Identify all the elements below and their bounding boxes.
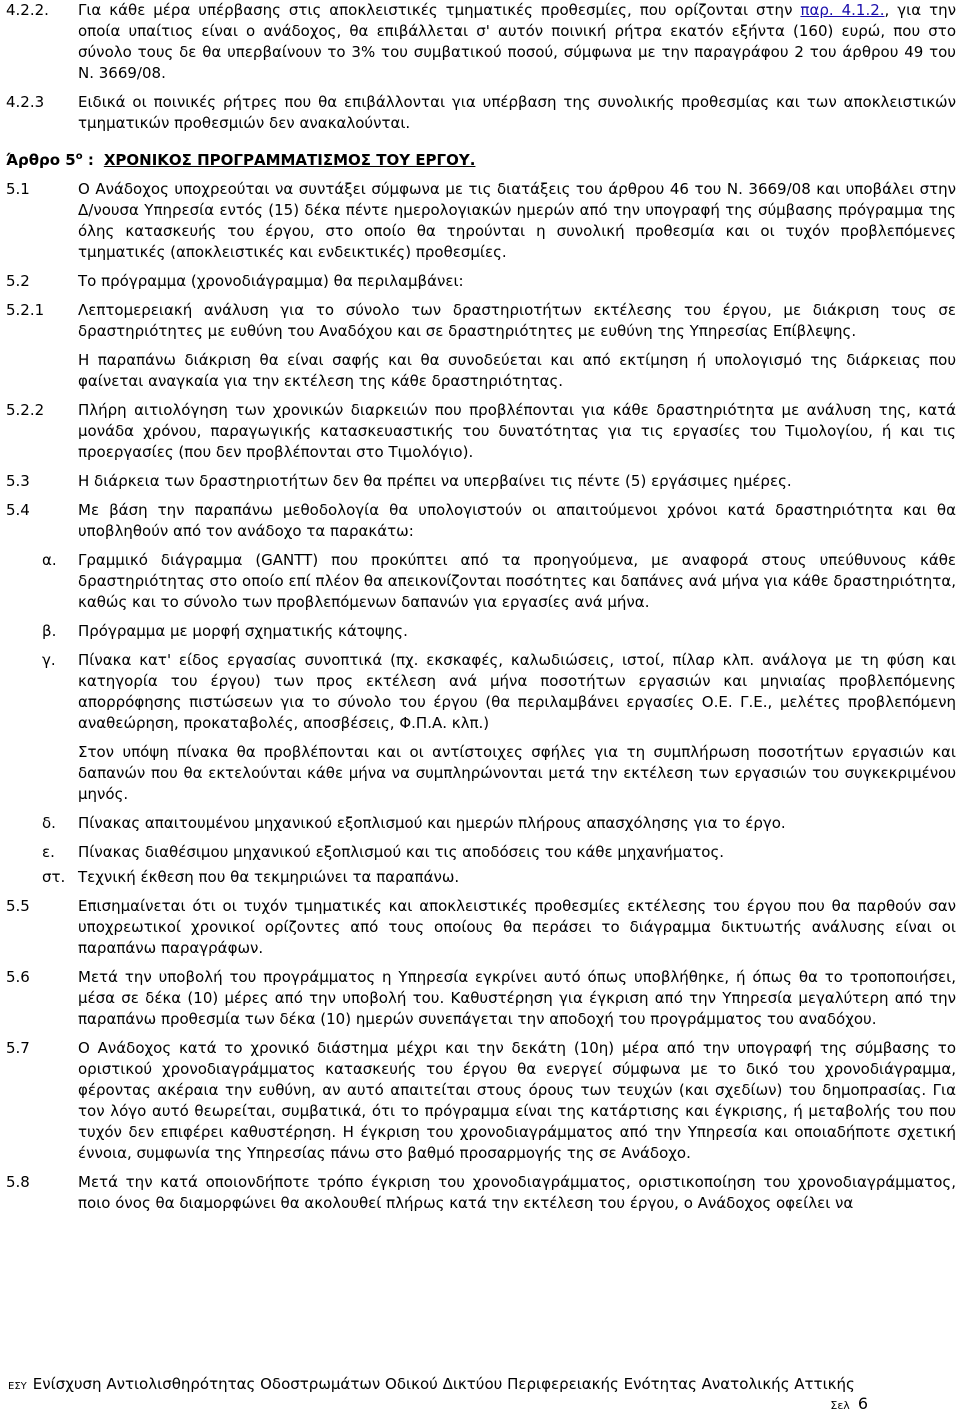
list-item-label: γ. — [42, 651, 56, 669]
footer-line — [0, 1374, 960, 1397]
paragraph-text: Η διάρκεια των δραστηριοτήτων δεν θα πρέπει να υπερβαίνει τις πέντε (5) εργάσιμες ημέρες. — [78, 472, 792, 490]
paragraph-number: 4.2.2. — [6, 1, 49, 19]
page-number-label: Σελ — [830, 1399, 850, 1412]
paragraph-text: Μετά την κατά οποιονδήποτε τρόπο έγκριση του χρονοδιαγράμματος, οριστικοποίηση του χρονοδιαγράμματος, ποιο όνος θα διαμορφώνει θα ακολουθεί πλήρως κατά την εκτέλεση του έργου, ο Ανάδοχος οφείλει να — [78, 1173, 956, 1212]
list-item-c — [6, 650, 958, 734]
paragraph-5-1 — [6, 179, 958, 263]
paragraph-5-3 — [6, 471, 958, 492]
footer-title: Ενίσχυση Αντιολισθηρότητας Οδοστρωμάτων Οδικού Δικτύου Περιφερειακής Ενότητας Ανατολικής Αττικής — [32, 1375, 855, 1393]
paragraph-5-8 — [6, 1172, 958, 1214]
paragraph-text-start: Για κάθε μέρα υπέρβασης στις αποκλειστικές τμηματικές προθεσμίες, που ορίζονται στην — [78, 1, 801, 19]
paragraph-text: Μετά την υποβολή του προγράμματος η Υπηρεσία εγκρίνει αυτό όπως υποβλήθηκε, ή όπως θα το τροποποιήσει, μέσα σε δέκα (10) μέρες από την υποβολή του. Καθυστέρηση για έγκριση από την Υπηρεσία μεγαλύτερη από την παραπάνω προθεσμία των δέκα (10) ημερών συνεπάγεται την αποδοχή του προγράμματος του αναδόχου. — [78, 968, 956, 1028]
paragraph-5-2 — [6, 271, 958, 292]
list-item-d — [6, 813, 958, 834]
list-item-text: Πίνακας διαθέσιμου μηχανικού εξοπλισμού και τις αποδόσεις του κάθε μηχανήματος. — [78, 843, 725, 861]
list-item-b — [6, 621, 958, 642]
paragraph-number: 5.7 — [6, 1039, 30, 1057]
footer-tag: ΕΣΥ — [8, 1381, 27, 1392]
article-heading — [6, 146, 958, 171]
list-item-text: Γραμμικό διάγραμμα (GANTT) που προκύπτει από τα προηγούμενα, με αναφορά στους υπεύθυνους κάθε δραστηριότητας στο οποίο επί πλέον θα απεικονίζονται ποσότητες και δαπάνες ανά μήνα για κάθε δραστηριότητα, καθώς και το σύνολο των προβλεπόμενων δαπανών για εργασίες ανά μήνα. — [78, 551, 956, 611]
list-item-label: β. — [42, 622, 57, 640]
article-label-colon: : — [82, 151, 94, 169]
list-item-st — [6, 867, 958, 888]
paragraph-number: 5.5 — [6, 897, 30, 915]
paragraph-text: Επισημαίνεται ότι οι τυχόν τμηματικές και αποκλειστικές προθεσμίες εκτέλεσης του έργου που θα παρθούν σαν υποχρεωτικοί χρονικοί ορίζοντες από τους οποίους θα περάσει το διάγραμμα δικτυωτής ανάλυσης είναι οι παραπάνω παραγράφων. — [78, 897, 956, 957]
paragraph-number: 5.8 — [6, 1173, 30, 1191]
list-item-label: α. — [42, 551, 57, 569]
list-item-text: Τεχνική έκθεση που θα τεκμηριώνει τα παραπάνω. — [78, 868, 460, 886]
paragraph-number: 5.2 — [6, 272, 30, 290]
list-item-text: Πίνακας απαιτουμένου μηχανικού εξοπλισμού και ημερών πλήρους απασχόλησης για το έργο. — [78, 814, 786, 832]
paragraph-number: 5.6 — [6, 968, 30, 986]
paragraph-5-7 — [6, 1038, 958, 1164]
paragraph-text: Ειδικά οι ποινικές ρήτρες που θα επιβάλλονται για υπέρβαση της συνολικής προθεσμίας και των αποκλειστικών τμηματικών προθεσμιών δεν ανακαλούνται. — [78, 93, 956, 132]
paragraph-text-end: , για την οποία υπαίτιος είναι ο ανάδοχος, θα επιβάλλεται σ' αυτόν ποινική ρήτρα εκατόν εξήντα (160) ευρώ, που στο σύνολο τους δε θα υπερβαίνουν το 3% του συμβατικού ποσού, σύμφωνα με την παραγράφου 2 του άρθρου 49 του Ν. 3669/08. — [78, 1, 956, 82]
paragraph-text — [78, 0, 956, 84]
paragraph-text: Πλήρη αιτιολόγηση των χρονικών διαρκειών που προβλέπονται για κάθε δραστηριότητα με ανάλυση της, κατά μονάδα χρόνου, παραγωγικής κατασκευαστικής του δυνατότητας για τις εργασίες του Τιμολογίου, ή και τις προεργασίες (που δεν προβλέπονται στο Τιμολόγιο). — [78, 401, 956, 461]
list-item-label: ε. — [42, 843, 55, 861]
paragraph-text: Ο Ανάδοχος κατά το χρονικό διάστημα μέχρι και την δεκάτη (10η) μέρα από την υπογραφή της σύμβασης το οριστικού χρονοδιαγράμματος κατασκευής του έργου θα ενεργεί σύμφωνα με το δικό του χρονοδιάγραμμα, φέροντας ακέραια την ευθύνη, αν αυτό απαιτείται στους όρους των τευχών (και σχεδίων) του δημοπρασίας. Για τον λόγο αυτό θεωρείται, συμβατικά, ότι το πρόγραμμα είναι της κατάρτισης και έγκρισης, ή μεταβολής του που τυχόν δεν επιφέρει καθυστέρηση. Η έγκριση του χρονοδιαγράμματος από την Υπηρεσία και οποιαδήποτε σχετική έννοια, συμφωνία της Υπηρεσίας πάνω στο βαθμό προσαρμογής της σε Ανάδοχο. — [78, 1039, 956, 1162]
paragraph-number: 5.2.1 — [6, 301, 45, 319]
paragraph-number: 5.3 — [6, 472, 30, 490]
paragraph-number: 5.4 — [6, 501, 30, 519]
article-label-sup: ο — [75, 151, 83, 162]
list-item-e — [6, 842, 958, 863]
paragraph-text: Με βάση την παραπάνω μεθοδολογία θα υπολογιστούν οι απαιτούμενοι χρόνοι κατά δραστηριότητα και θα υποβληθούν από τον ανάδοχο τα παρακάτω: — [78, 501, 956, 540]
page-number — [830, 1394, 868, 1413]
paragraph-text: Το πρόγραμμα (χρονοδιάγραμμα) θα περιλαμβάνει: — [78, 272, 464, 290]
list-item-c-extra: Στον υπόψη πίνακα θα προβλέπονται και οι αντίστοιχες σφήλες για τη συμπλήρωση ποσοτήτων εργασιών και δαπανών που θα εκτελούνται κάθε μήνα να συμπληρώνονται μετά την εκτέλεση των εργασιών του συγκεκριμένου μηνός. — [78, 743, 956, 803]
page-number-value: 6 — [857, 1394, 868, 1413]
paragraph-5-2-1-extra: Η παραπάνω διάκριση θα είναι σαφής και θα συνοδεύεται και από εκτίμηση ή υπολογισμό της διάρκειας που φαίνεται αναγκαία για την εκτέλεση της κάθε δραστηριότητας. — [78, 351, 956, 390]
page-footer — [0, 1374, 960, 1413]
paragraph-5-6 — [6, 967, 958, 1030]
paragraph-number: 5.1 — [6, 180, 30, 198]
paragraph-text: Λεπτομερειακή ανάλυση για το σύνολο των δραστηριοτήτων εκτέλεσης του έργου, με διάκριση τους σε δραστηριότητες με ευθύνη του Αναδόχου και σε δραστηριότητες με ευθύνη της Υπηρεσίας Επίβλεψης. — [78, 301, 956, 340]
paragraph-number: 5.2.2 — [6, 401, 45, 419]
list-item-label: στ. — [42, 868, 66, 886]
list-item-label: δ. — [42, 814, 56, 832]
article-label — [6, 146, 94, 171]
paragraph-text: Ο Ανάδοχος υποχρεούται να συντάξει σύμφωνα με τις διατάξεις του άρθρου 46 του Ν. 3669/08 και υποβάλει στην Δ/νουσα Υπηρεσία εντός (15) δέκα πέντε ημερολογιακών ημερών από την υπογραφή της σύμβασης πρόγραμμα της όλης κατασκευής του έργου, στο οποίο θα τηρούνται η συνολική προθεσμία και οι τυχόν προβλεπόμενες τμηματικές (αποκλειστικές και ενδεικτικές) προθεσμίες. — [78, 180, 956, 261]
reference-link[interactable]: παρ. 4.1.2. — [800, 1, 885, 19]
paragraph-5-2-2 — [6, 400, 958, 463]
paragraph-5-5 — [6, 896, 958, 959]
paragraph-5-2-1 — [6, 300, 958, 342]
paragraph-4-2-3 — [6, 92, 958, 134]
list-item-text: Πρόγραμμα με μορφή σχηματικής κάτοψης. — [78, 622, 408, 640]
list-item-text: Πίνακα κατ' είδος εργασίας συνοπτικά (πχ. εκσκαφές, καλωδιώσεις, ιστοί, πίλαρ κλπ. ανάλογα με τη φύση και κατηγορία του έργου) των προς εκτέλεση ανά μήνα ποσοτήτων εργασιών και μηνιαίας προβλεπόμενης απορρόφησης πιστώσεων για το σύνολο του έργου (θα περιλαμβάνει εργασίες Ο.Ε. Γ.Ε., μελέτες προβλεπόμενη αναθεώρηση, προκαταβολές, αποσβέσεις, Φ.Π.Α. κλπ.) — [78, 651, 956, 732]
paragraph-number: 4.2.3 — [6, 93, 45, 111]
list-item-a — [6, 550, 958, 613]
paragraph-4-2-2 — [6, 0, 958, 84]
document-body — [6, 0, 958, 1214]
paragraph-5-4 — [6, 500, 958, 542]
article-label-text: Άρθρο 5 — [6, 151, 76, 169]
article-title: ΧΡΟΝΙΚΟΣ ΠΡΟΓΡΑΜΜΑΤΙΣΜΟΣ ΤΟΥ ΕΡΓΟΥ. — [103, 151, 476, 169]
